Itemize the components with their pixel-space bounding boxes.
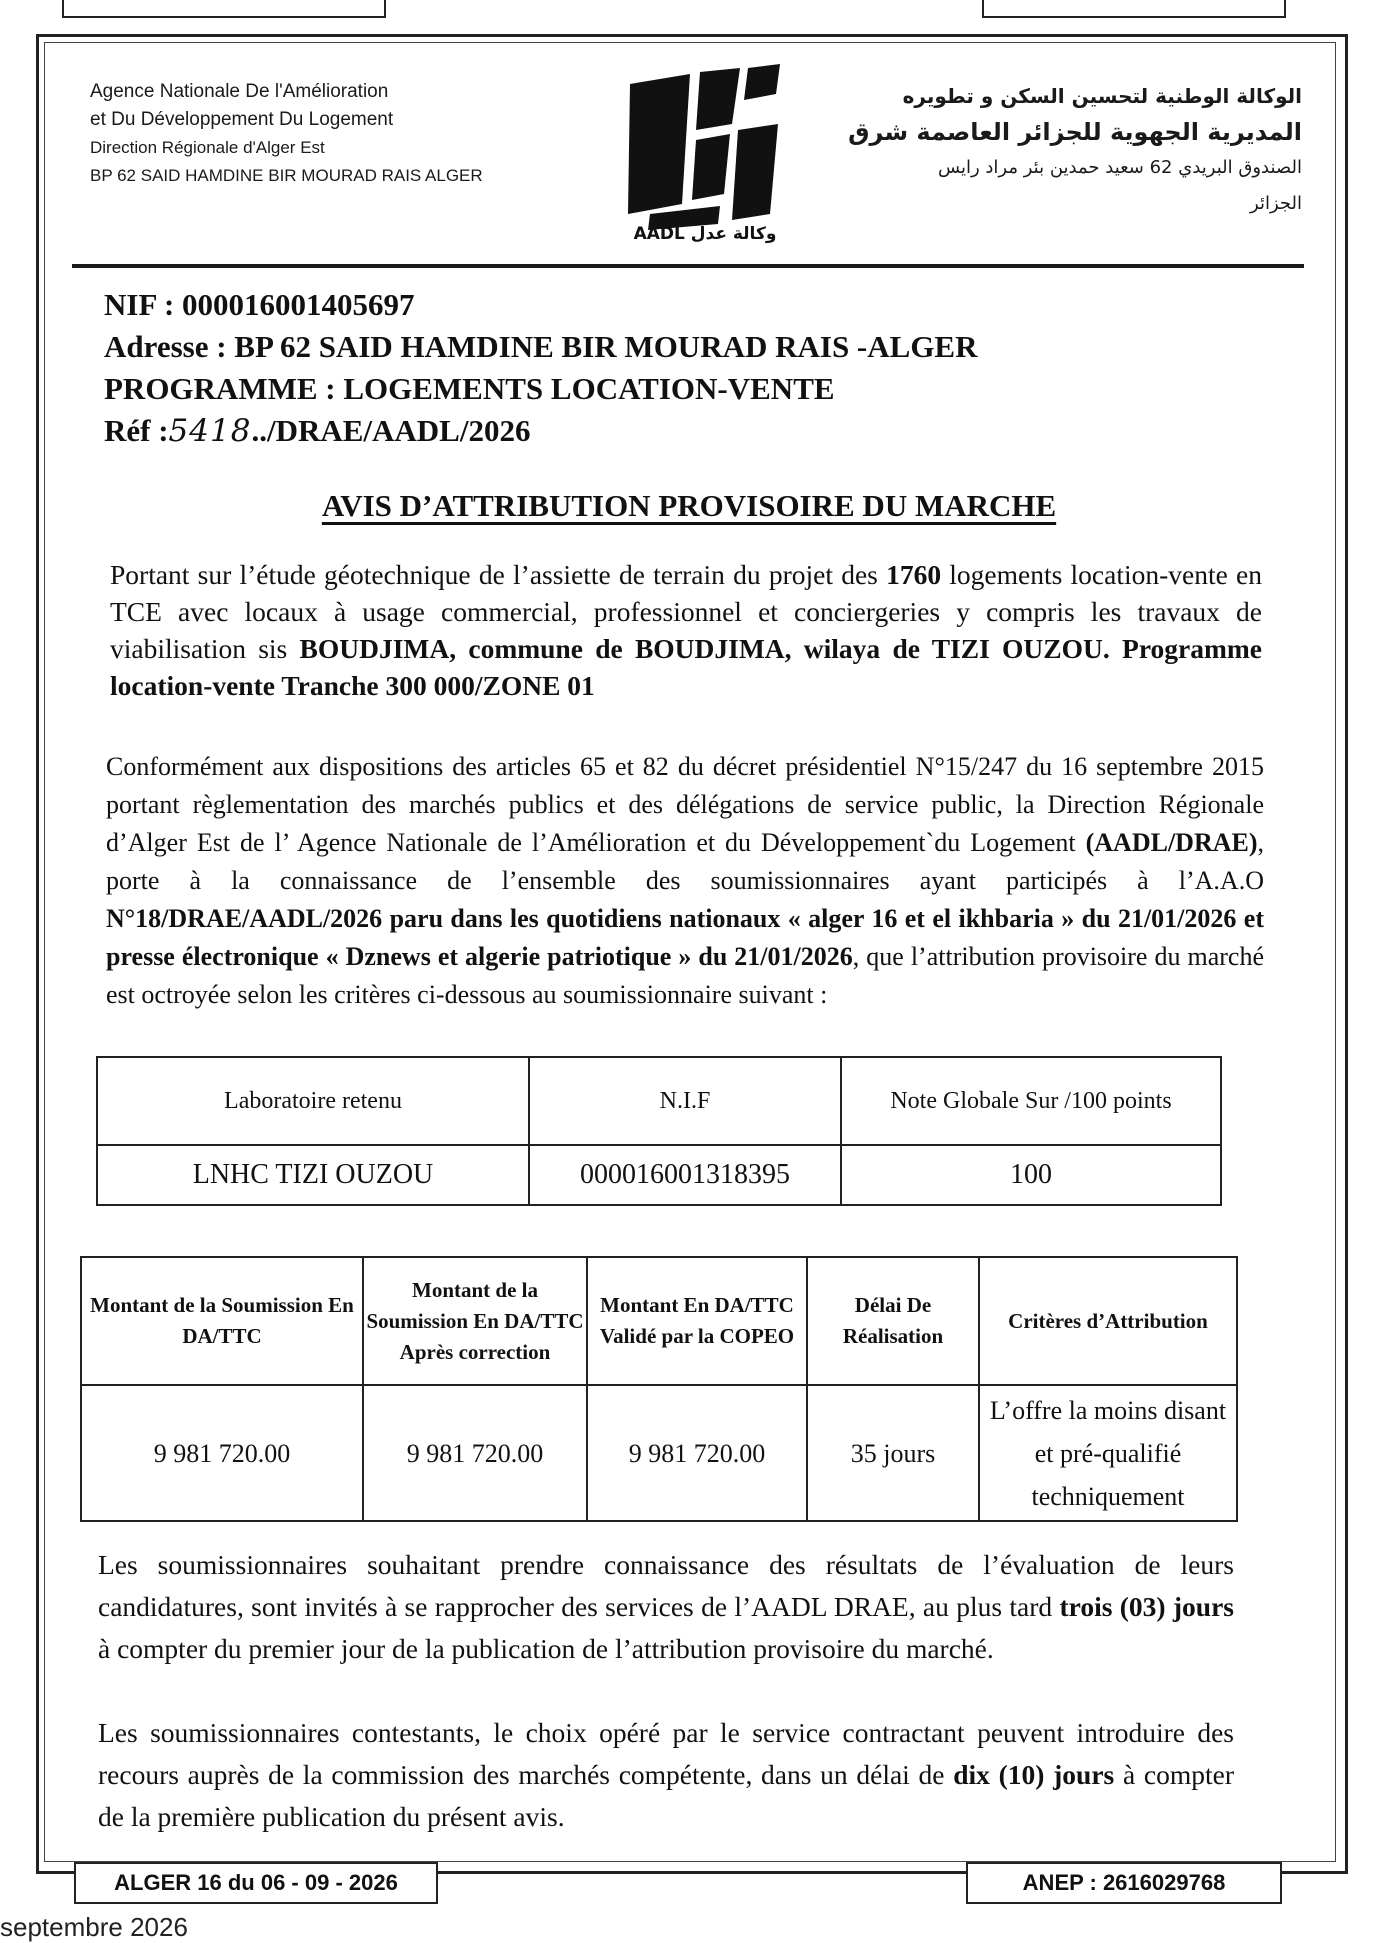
meta-nif: NIF : 000016001405697 <box>104 287 415 322</box>
meta-block <box>104 284 978 452</box>
table-header-cell: Montant de la Soumission En DA/TTC <box>81 1257 363 1385</box>
table-cell: L’offre la moins disant et pré-qualifié techniquement <box>979 1385 1237 1521</box>
header-right-line-3: الصندوق البريدي 62 سعيد حمدين بئر مراد رايس <box>938 157 1302 178</box>
p4-b: dix (10) jours <box>953 1759 1115 1790</box>
header-left-line-3: Direction Régionale d'Alger Est <box>90 138 325 157</box>
meta-ref-label: Réf : <box>104 413 169 448</box>
table-header-cell: Montant de la Soumission En DA/TTC Après correction <box>363 1257 587 1385</box>
p3-a: Les soumissionnaires souhaitant prendre connaissance des résultats de l’évaluation de leurs candidatures, sont invités à se rapprocher des services de l’AADL DRAE, au plus tard <box>98 1549 1234 1622</box>
header-left-line-4: BP 62 SAID HAMDINE BIR MOURAD RAIS ALGER <box>90 166 483 185</box>
table-cell: 9 981 720.00 <box>363 1385 587 1521</box>
header-left <box>90 78 483 190</box>
table-cell: 000016001318395 <box>529 1145 841 1205</box>
p4-c: à compter de la première publication du présent avis. <box>98 1759 1234 1832</box>
header-right-line-2: المديرية الجهوية للجزائر العاصمة شرق <box>848 118 1302 146</box>
table-row <box>81 1385 1237 1521</box>
header-left-line-2: et Du Développement Du Logement <box>90 109 394 130</box>
table-header-cell: Délai De Réalisation <box>807 1257 979 1385</box>
laboratory-table <box>96 1056 1222 1206</box>
paragraph-object <box>110 556 1262 704</box>
meta-ref-handwritten: 5418 <box>168 413 252 449</box>
p3-b: trois (03) jours <box>1059 1591 1234 1622</box>
p1-b: 1760 <box>886 559 942 590</box>
p1-c: logements location-vente en TCE avec locaux à usage commercial, professionnel et conciergeries y compris les travaux de viabilisation sis <box>110 559 1262 664</box>
table-header-cell: N.I.F <box>529 1057 841 1145</box>
notice-title-text: AVIS D’ATTRIBUTION PROVISOIRE DU MARCHE <box>321 488 1057 523</box>
p2-d: N°18/DRAE/AADL/2026 paru dans les quotidiens nationaux « alger 16 et el ikhbaria » du 21/01/2026 et presse électronique « Dznews et algerie patriotique » du 21/01/2026 <box>106 904 1264 971</box>
notice-title <box>0 488 1378 524</box>
header-divider <box>72 264 1304 268</box>
p3-c: à compter du premier jour de la publication de l’attribution provisoire du marché. <box>98 1633 994 1664</box>
meta-adresse: Adresse : BP 62 SAID HAMDINE BIR MOURAD RAIS -ALGER <box>104 329 978 364</box>
header-right-line-1: الوكالة الوطنية لتحسين السكن و تطويره <box>902 84 1302 108</box>
p2-a: Conformément aux dispositions des articles 65 et 82 du décret présidentiel N°15/247 du 16 septembre 2015 portant règlementation des marchés publics et des délégations de service public, la Direction Régionale d’Alger Est de l’ Agence Nationale de l’Amélioration et du Développement`du Logement <box>106 752 1264 857</box>
p1-a: Portant sur l’étude géotechnique de l’assiette de terrain du projet des <box>110 559 887 590</box>
meta-ref <box>104 410 978 452</box>
table-header-cell: Laboratoire retenu <box>97 1057 529 1145</box>
table-cell: 9 981 720.00 <box>587 1385 807 1521</box>
p1-d: BOUDJIMA, commune de BOUDJIMA, wilaya de TIZI OUZOU. Programme location-vente Tranche 300 000/ZONE 01 <box>110 633 1263 701</box>
table-row <box>97 1145 1221 1205</box>
meta-programme: PROGRAMME : LOGEMENTS LOCATION-VENTE <box>104 371 835 406</box>
table-header-row <box>81 1257 1237 1385</box>
table-cell: 100 <box>841 1145 1221 1205</box>
footer-publication: ALGER 16 du 06 - 09 - 2026 <box>74 1862 438 1904</box>
table-header-row <box>97 1057 1221 1145</box>
bottom-cut-text: septembre 2026 <box>0 1912 188 1942</box>
header-left-line-1: Agence Nationale De l'Amélioration <box>90 81 389 102</box>
table-cell: 9 981 720.00 <box>81 1385 363 1521</box>
top-stub-right <box>982 0 1286 18</box>
logo-caption: AADL وكالة عدل <box>633 224 777 244</box>
header-right <box>848 78 1302 222</box>
p2-e: , que l’attribution provisoire du marché est octroyée selon les critères ci-dessous au soumissionnaire suivant : <box>106 942 1264 1009</box>
meta-ref-suffix: ../DRAE/AADL/2026 <box>251 413 531 448</box>
table-header-cell: Note Globale Sur /100 points <box>841 1057 1221 1145</box>
paragraph-appeals <box>98 1712 1234 1838</box>
paragraph-results <box>98 1544 1234 1670</box>
top-stub-left <box>62 0 386 18</box>
p4-a: Les soumissionnaires contestants, le choix opéré par le service contractant peuvent introduire des recours auprès de la commission des marchés compétente, dans un délai de <box>98 1717 1234 1790</box>
table-cell: 35 jours <box>807 1385 979 1521</box>
table-header-cell: Critères d’Attribution <box>979 1257 1237 1385</box>
paragraph-legal <box>106 748 1264 1014</box>
table-cell: LNHC TIZI OUZOU <box>97 1145 529 1205</box>
footer-anep: ANEP : 2616029768 <box>966 1862 1282 1904</box>
table-header-cell: Montant En DA/TTC Validé par la COPEO <box>587 1257 807 1385</box>
p2-c: , porte à la connaissance de l’ensemble des soumissionnaires ayant participés à l’A.A.O <box>106 828 1264 895</box>
amounts-table <box>80 1256 1238 1522</box>
p2-b: (AADL/DRAE) <box>1085 828 1258 857</box>
header-right-line-4: الجزائر <box>1250 193 1302 214</box>
